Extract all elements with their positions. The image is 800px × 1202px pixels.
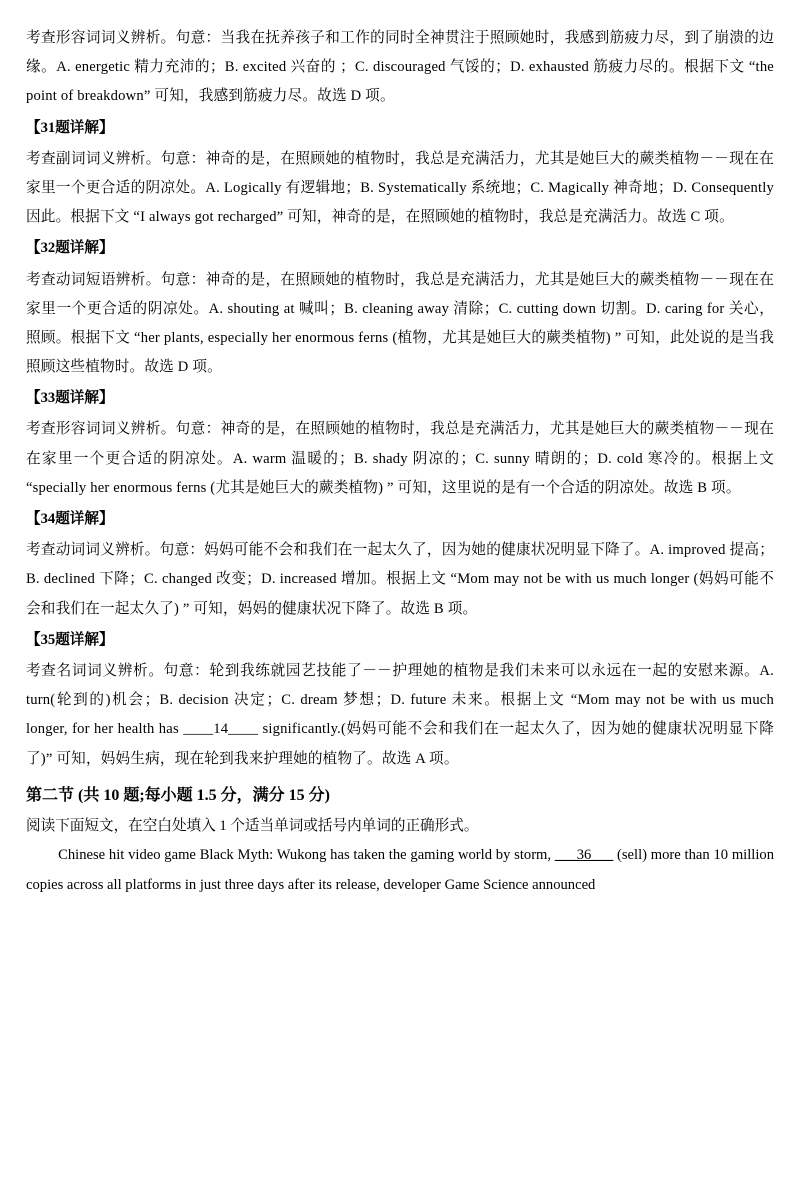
- question-heading-32: 【32题详解】: [26, 240, 114, 257]
- question-heading-35: 【35题详解】: [26, 631, 114, 648]
- section-title: 第二节 (共 10 题;每小题 1.5 分，满分 15 分): [26, 786, 330, 804]
- question-heading-31: 【31题详解】: [26, 119, 114, 136]
- answer-analysis-q35: 考查名词词义辨析。句意：轮到我练就园艺技能了－－护理她的植物是我们未来可以永远在一起的安慰来源。A. turn(轮到的)机会；B. decision 决定；C. dream 梦想；D. future 未来。根据上文 “Mom may not be with us much longer, for her health has ____14____ significantly.(妈妈可能不会和我们在一起太久了，因为她的健康状况明显下降了)” 可知，妈妈生病，现在轮到我来护理她的植物了。故选 A 项。: [26, 662, 774, 767]
- question-heading-34: 【34题详解】: [26, 511, 114, 527]
- answer-analysis-q30: 考查形容词词义辨析。句意：当我在抚养孩子和工作的同时全神贯注于照顾她时，我感到筋疲力尽，到了崩溃的边缘。A. energetic 精力充沛的；B. excited 兴奋的 ；C. discouraged 气馁的；D. exhausted 筋疲力尽的。根据下文 “the point of breakdown” 可知，我感到筋疲力尽。故选 D 项。: [26, 30, 774, 105]
- passage-blank-36: ___36___: [554, 846, 614, 863]
- answer-analysis-q32: 考查动词短语辨析。句意：神奇的是，在照顾她的植物时，我总是充满活力，尤其是她巨大的蕨类植物－－现在在家里一个更合适的阴凉处。A. shouting at 喊叫；B. cleaning away 清除；C. cutting down 切割。D. caring for 关心，照顾。根据下文 “her plants, especially her enormous ferns (植物，尤其是她巨大的蕨类植物) ” 可知，此处说的是当我照顾这些植物时。故选 D 项。: [26, 271, 774, 376]
- passage-text-before-blank: Chinese hit video game Black Myth: Wukong has taken the gaming world by storm,: [58, 846, 555, 863]
- section-instruction: 阅读下面短文，在空白处填入 1 个适当单词或括号内单词的正确形式。: [26, 817, 479, 834]
- passage-text-after-blank: (sell) more than 10 million copies across all platforms in just three days after its release, developer Game Science announced: [26, 846, 774, 893]
- reading-passage: [26, 841, 774, 901]
- answer-analysis-q31: 考查副词词义辨析。句意：神奇的是，在照顾她的植物时，我总是充满活力，尤其是她巨大的蕨类植物－－现在在家里一个更合适的阴凉处。A. Logically 有逻辑地；B. Systematically 系统地；C. Magically 神奇地；D. Consequently 因此。根据下文 “I always got recharged” 可知，神奇的是，在照顾她的植物时，我总是充满活力。故选 C 项。: [26, 150, 774, 226]
- answer-analysis-q34: 考查动词词义辨析。句意：妈妈可能不会和我们在一起太久了，因为她的健康状况明显下降了。A. improved 提高；B. declined 下降；C. changed 改变；D. increased 增加。根据上文 “Mom may not be with us much longer (妈妈可能不会和我们在一起太久了) ” 可知，妈妈的健康状况下降了。故选 B 项。: [26, 542, 774, 617]
- question-heading-33: 【33题详解】: [26, 390, 114, 407]
- answer-analysis-q33: 考查形容词词义辨析。句意：神奇的是，在照顾她的植物时，我总是充满活力，尤其是她巨大的蕨类植物－－现在在家里一个更合适的阴凉处。A. warm 温暖的；B. shady 阴凉的；C. sunny 晴朗的；D. cold 寒冷的。根据上文 “specially her enormous ferns (尤其是她巨大的蕨类植物) ” 可知，这里说的是有一个合适的阴凉处。故选 B 项。: [26, 421, 774, 496]
